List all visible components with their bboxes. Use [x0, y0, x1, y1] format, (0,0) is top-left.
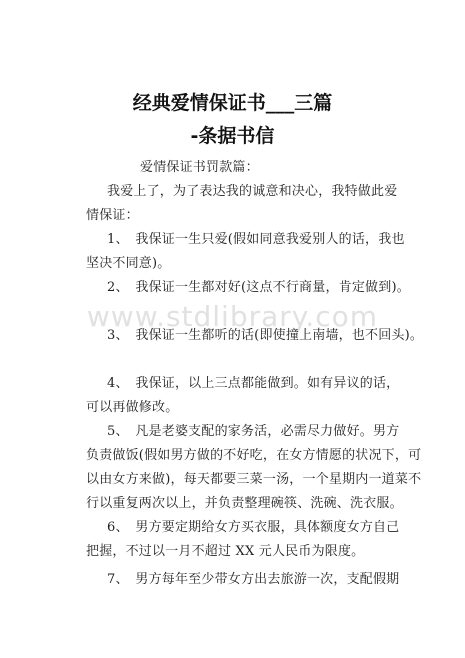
watermark: www.stdlibrary.com	[86, 300, 379, 333]
body-line: 以由女方来做)，每天都要三菜一汤，一个星期内一道菜不	[86, 472, 422, 487]
body-line: 我爱上了，为了表达我的诚意和决心，我特做此爱	[107, 184, 398, 199]
body-line: 6、 男方要定期给女方买衣服，具体额度女方自己	[107, 520, 400, 535]
document-title: 经典爱情保证书___三篇	[132, 92, 333, 114]
body-line: 4、 我保证，以上三点都能做到。如有异议的话，	[107, 376, 400, 391]
body-line: 行以重复两次以上，并负责整理碗筷、洗碗、洗衣服。	[86, 496, 403, 511]
body-line: 2、 我保证一生都对好(这点不行商量，肯定做到)。	[107, 280, 410, 295]
body-line: 负责做饭(假如男方做的不好吃，在女方情愿的状况下，可	[86, 448, 422, 463]
section-heading: 爱情保证书罚款篇：	[140, 160, 259, 175]
body-line: 1、 我保证一生只爱(假如同意我爱别人的话，我也	[107, 232, 405, 247]
body-line: 3、 我保证一生都听的话(即使撞上南墙，也不回头)。	[107, 328, 424, 343]
body-line: 情保证：	[86, 208, 139, 223]
body-line: 把握，不过以一月不超过 XX 元人民币为限度。	[86, 544, 365, 559]
body-line: 可以再做修改。	[86, 400, 179, 415]
document-subtitle: -条据书信	[190, 125, 275, 147]
body-line: 7、 男方每年至少带女方出去旅游一次，支配假期	[107, 572, 400, 587]
body-line: 坚决不同意)。	[86, 256, 171, 271]
body-line: 5、 凡是老婆支配的家务活，必需尽力做好。男方	[107, 424, 400, 439]
